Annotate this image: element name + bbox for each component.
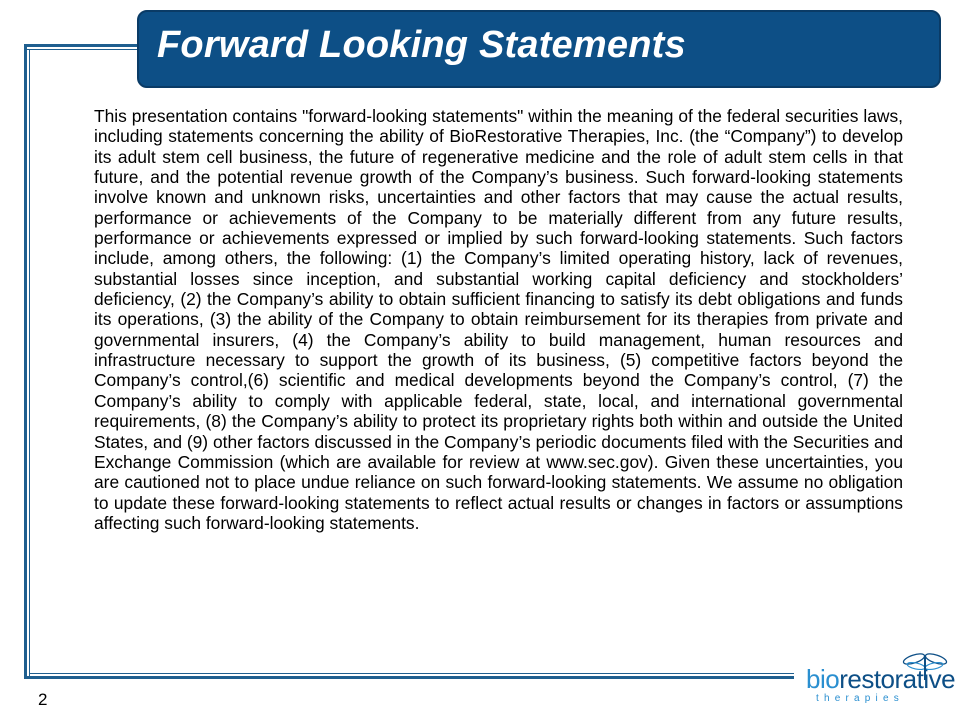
- frame-line: [24, 44, 144, 47]
- page-number: 2: [38, 690, 48, 709]
- frame-line: [24, 676, 794, 679]
- frame-line: [29, 49, 30, 679]
- company-logo: [806, 650, 956, 710]
- title-banner: [137, 10, 941, 88]
- frame-line: [29, 673, 794, 674]
- frame-line: [24, 49, 144, 50]
- logo-word-rest: restorative: [839, 664, 956, 694]
- dragonfly-icon: [902, 650, 948, 680]
- frame-line: [24, 44, 27, 679]
- slide-title: Forward Looking Statements: [157, 24, 686, 66]
- body-paragraph: This presentation contains "forward-looking statements" within the meaning of the federal securities laws, including statements concerning the ability of BioRestorative Therapies, Inc. (the “Company”) to develop its adult stem cell business, the future of regenerative medicine and the role of adult stem cells in that future, and the potential revenue growth of the Company’s business. Such forward-looking statements involve known and unknown risks, uncertainties and other factors that may cause the actual results, performance or achievements of the Company to be materially different from any future results, performance or achievements expressed or implied by such forward-looking statements. Such factors include, among others, the following: (1) the Company’s limited operating history, lack of revenues, substantial losses since inception, and substantial working capital deficiency and stockholders’ deficiency, (2) the Company’s ability to obtain sufficient financing to satisfy its debt obligations and funds its operations, (3) the ability of the Company to obtain reimbursement for its therapies from private and governmental insurers, (4) the Company’s ability to build management, human resources and infrastructure necessary to support the growth of its business, (5) competitive factors beyond the Company’s control,(6) scientific and medical developments beyond the Company’s control, (7) the Company’s ability to comply with applicable federal, state, local, and international governmental requirements, (8) the Company’s ability to protect its proprietary rights both within and outside the United States, and (9) other factors discussed in the Company’s periodic documents filed with the Securities and Exchange Commission (which are available for review at www.sec.gov). Given these uncertainties, you are cautioned not to place undue reliance on such forward-looking statements. We assume no obligation to update these forward-looking statements to reflect actual results or changes in factors or assumptions affecting such forward-looking statements.: [94, 106, 903, 533]
- logo-word-bio: bio: [806, 664, 840, 694]
- logo-subtitle: therapies: [816, 693, 904, 704]
